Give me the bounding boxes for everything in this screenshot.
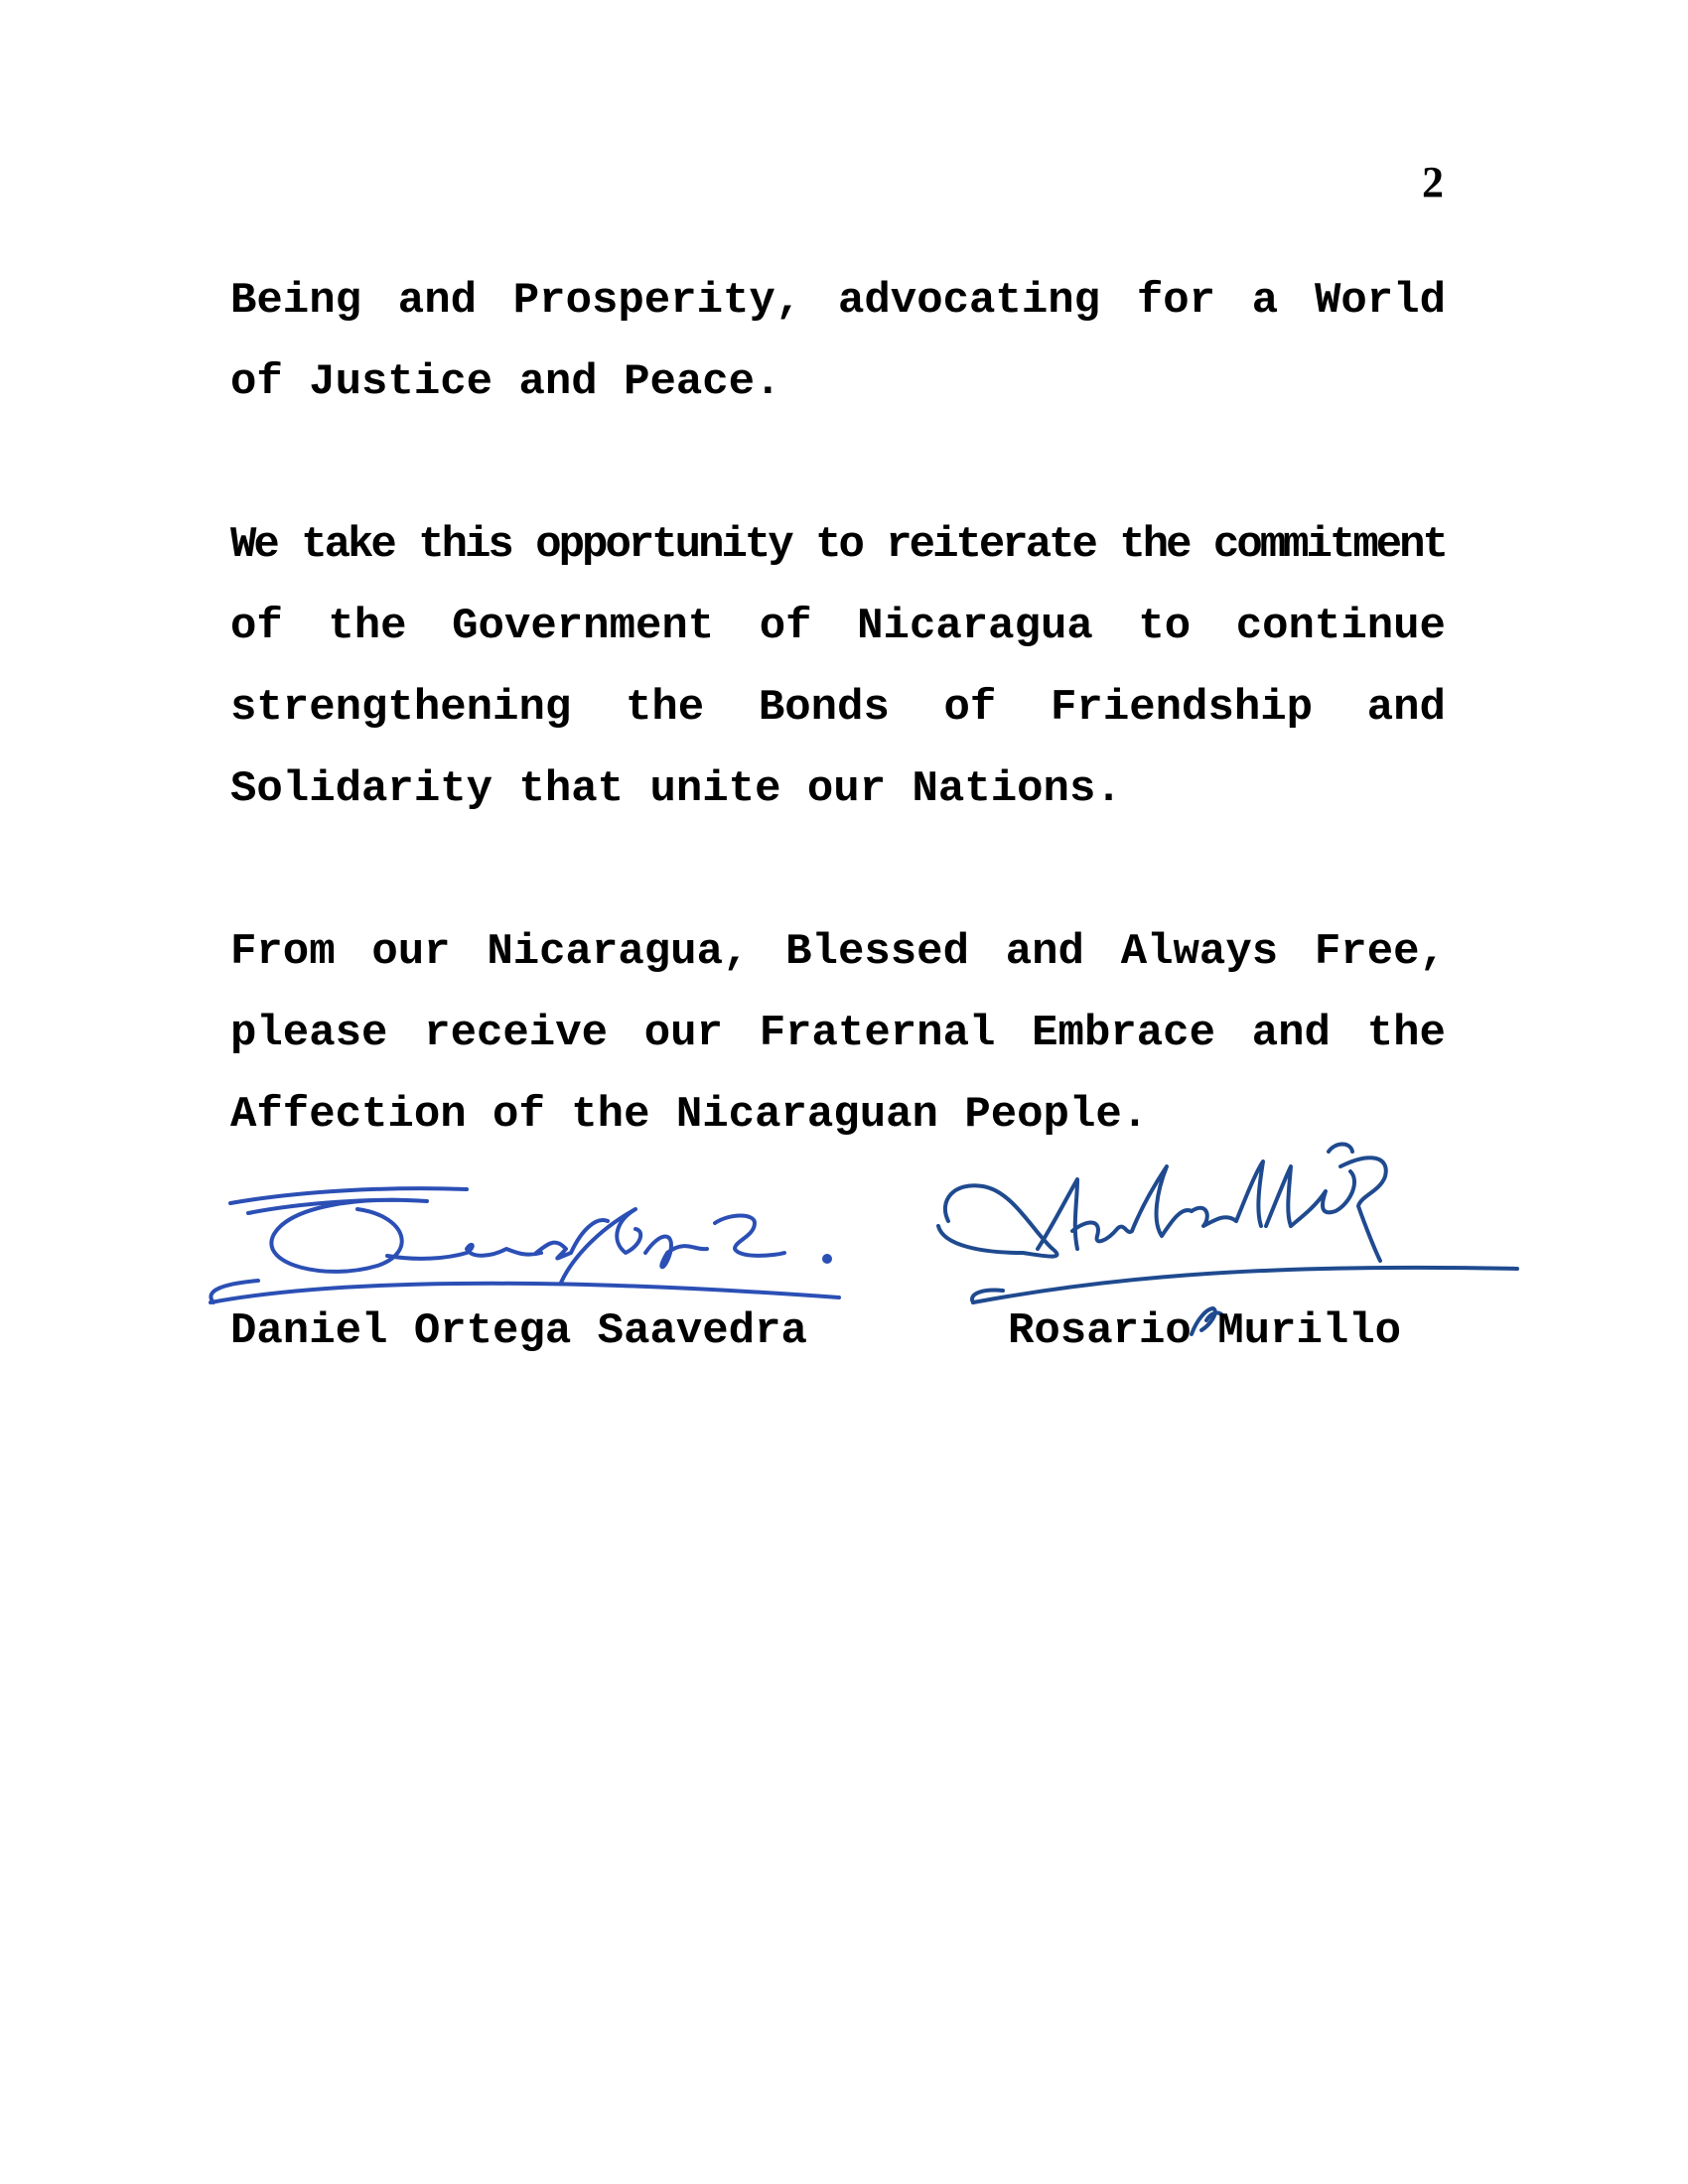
word: strengthening (230, 683, 572, 733)
word: Government (452, 602, 715, 651)
paragraph-line (230, 586, 1446, 667)
paragraph-2 (230, 504, 1446, 830)
signer-name-murillo: Rosario Murillo (1008, 1306, 1402, 1356)
word: Nicaragua (857, 602, 1093, 651)
word: Embrace (1032, 1009, 1215, 1058)
word: for (1136, 276, 1216, 326)
word: advocating (838, 276, 1101, 326)
word: Bonds (758, 683, 890, 733)
word: opportunity (535, 520, 791, 570)
paragraph-line: Affection of the Nicaraguan People. (230, 1090, 1149, 1140)
paragraph-line (230, 667, 1446, 749)
word: We (230, 520, 277, 570)
word: receive (424, 1009, 609, 1058)
word: to (1138, 602, 1192, 651)
word: reiterate (886, 520, 1095, 570)
word: and (1005, 927, 1084, 977)
word: to (815, 520, 862, 570)
paragraph-line (230, 911, 1446, 993)
word: Prosperity, (512, 276, 802, 326)
word: a (1251, 276, 1279, 326)
word: the (328, 602, 407, 651)
word: continue (1235, 602, 1446, 651)
word: and (397, 276, 478, 326)
paragraph-1 (230, 260, 1446, 423)
word: Fraternal (759, 1009, 996, 1058)
word: From (230, 927, 336, 977)
signature-ortega (211, 1188, 839, 1302)
word: Nicaragua, (487, 927, 750, 977)
word: Always (1120, 927, 1279, 977)
paragraph-line: Solidarity that unite our Nations. (230, 764, 1122, 814)
word: this (418, 520, 511, 570)
word: our (643, 1009, 723, 1058)
word: the (1366, 1009, 1446, 1058)
word: of (943, 683, 997, 733)
word: take (301, 520, 394, 570)
word: of (759, 602, 812, 651)
paragraph-line: of Justice and Peace. (230, 357, 781, 407)
word: World (1314, 276, 1446, 326)
paragraph-line (230, 260, 1446, 341)
paragraph-line (230, 993, 1446, 1074)
word: please (230, 1009, 388, 1058)
word: our (371, 927, 451, 977)
word: Free, (1314, 927, 1446, 977)
word: the (625, 683, 705, 733)
signer-name-ortega: Daniel Ortega Saavedra (230, 1306, 807, 1356)
word: Being (230, 276, 362, 326)
word: of (230, 602, 283, 651)
word: Friendship (1051, 683, 1314, 733)
paragraph-line (230, 504, 1446, 586)
word: commitment (1212, 520, 1446, 570)
word: the (1119, 520, 1190, 570)
word: and (1251, 1009, 1331, 1058)
word: Blessed (785, 927, 969, 977)
word: and (1366, 683, 1446, 733)
paragraph-3 (230, 911, 1446, 1156)
page-number: 2 (1422, 158, 1444, 206)
